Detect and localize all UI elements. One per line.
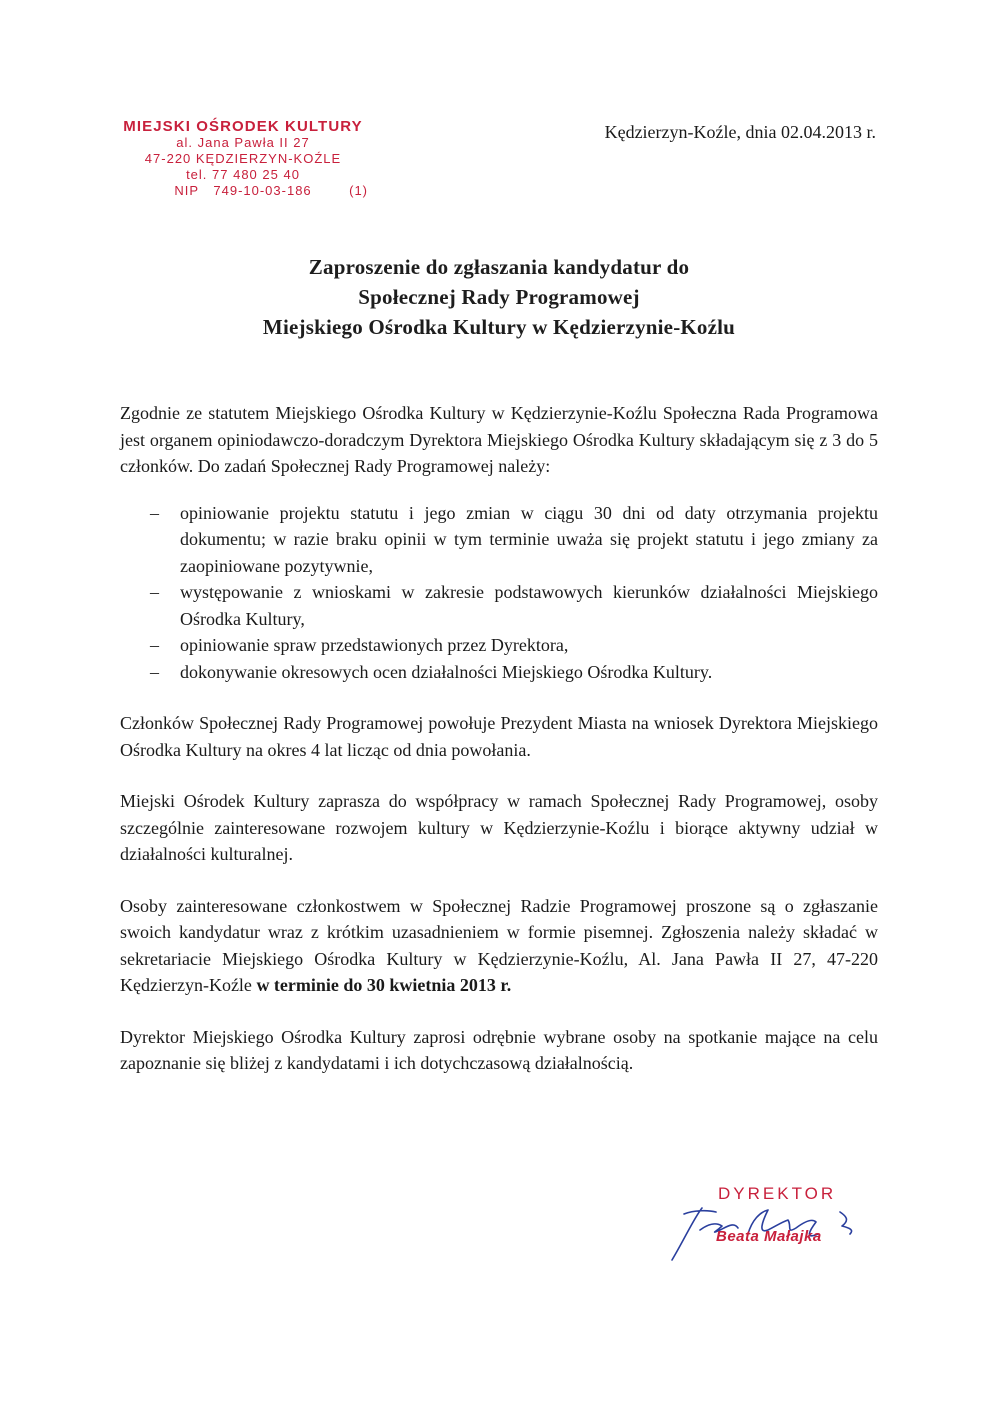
signature-role: DYREKTOR xyxy=(718,1184,837,1203)
submit-text: Osoby zainteresowane członkostwem w Społecznej Radzie Programowej proszone są o zgłaszanie swoich kandydatur wraz z krótkim uzasadnieniem w formie pisemnej. Zgłoszenia należy składać w sekretariacie Miejskiego Ośrodka Kultury w Kędzierzynie-Koźlu, Al. Jana Pawła II 27, 47-220 Kędzierzyn-Koźle xyxy=(120,895,878,995)
document-title xyxy=(120,252,878,342)
stamp-nip-extra: (1) xyxy=(349,183,368,198)
invite-paragraph: Miejski Ośrodek Kultury zaprasza do współpracy w ramach Społecznej Rady Programowej, osoby szczególnie zainteresowane rozwojem kultury w Kędzierzynie-Koźlu i biorące aktywny udział w działalności kulturalnej. xyxy=(120,791,878,864)
list-item-text: opiniowanie projektu statutu i jego zmian w ciągu 30 dni od daty otrzymania projektu dokumentu; w razie braku opinii w tym terminie uważa się projekt statutu i jego zmiany za zaopiniowane pozytywnie, xyxy=(180,502,878,576)
submit-paragraph xyxy=(120,893,878,999)
stamp-name: MIEJSKI OŚRODEK KULTURY xyxy=(123,118,363,135)
list-item xyxy=(120,632,878,659)
stamp-nip-label: NIP xyxy=(174,183,199,198)
list-dash: – xyxy=(150,502,159,523)
stamp-city: 47-220 KĘDZIERZYN-KOŹLE xyxy=(144,151,342,166)
title-line-1: Zaproszenie do zgłaszania kandydatur do xyxy=(308,255,690,279)
institution-stamp xyxy=(112,118,374,199)
signature-block xyxy=(664,1180,894,1270)
list-item xyxy=(120,659,878,686)
document-date: Kędzierzyn-Koźle, dnia 02.04.2013 r. xyxy=(604,122,876,142)
title-line-3: Miejskiego Ośrodka Kultury w Kędzierzynie-Koźlu xyxy=(262,315,736,339)
list-item xyxy=(120,500,878,580)
list-item xyxy=(120,579,878,632)
list-dash: – xyxy=(150,635,159,655)
stamp-phone: tel. 77 480 25 40 xyxy=(186,167,300,182)
list-dash: – xyxy=(150,661,159,682)
list-dash: – xyxy=(150,582,159,602)
list-item-text: dokonywanie okresowych ocen działalności Miejskiego Ośrodka Kultury. xyxy=(180,661,713,682)
list-item-text: występowanie z wnioskami w zakresie podstawowych kierunków działalności Miejskiego Ośrodka Kultury, xyxy=(180,582,878,629)
duties-list xyxy=(120,500,878,686)
stamp-nip-code: 749-10-03-186 xyxy=(213,183,312,198)
stamp-street: al. Jana Pawła II 27 xyxy=(176,135,310,150)
stamp-nip xyxy=(112,183,374,199)
document-body xyxy=(120,400,878,1077)
intro-paragraph: Zgodnie ze statutem Miejskiego Ośrodka Kultury w Kędzierzynie-Koźlu Społeczna Rada Programowa jest organem opiniodawczo-doradczym Dyrektora Miejskiego Ośrodka Kultury składającym się z 3 do 5 członków. Do zadań Społecznej Rady Programowej należy: xyxy=(120,403,878,476)
submit-deadline: w terminie do 30 kwietnia 2013 r. xyxy=(256,975,512,995)
title-line-2: Społecznej Rady Programowej xyxy=(358,285,640,309)
appointment-paragraph: Członków Społecznej Rady Programowej powołuje Prezydent Miasta na wniosek Dyrektora Miejskiego Ośrodka Kultury na okres 4 lat licząc od dnia powołania. xyxy=(120,713,878,760)
signature-name: Beata Małajka xyxy=(716,1228,822,1245)
list-item-text: opiniowanie spraw przedstawionych przez Dyrektora, xyxy=(180,635,569,655)
closing-paragraph: Dyrektor Miejskiego Ośrodka Kultury zaprosi odrębnie wybrane osoby na spotkanie mające na celu zapoznanie się bliżej z kandydatami i ich dotychczasową działalnością. xyxy=(120,1026,878,1073)
